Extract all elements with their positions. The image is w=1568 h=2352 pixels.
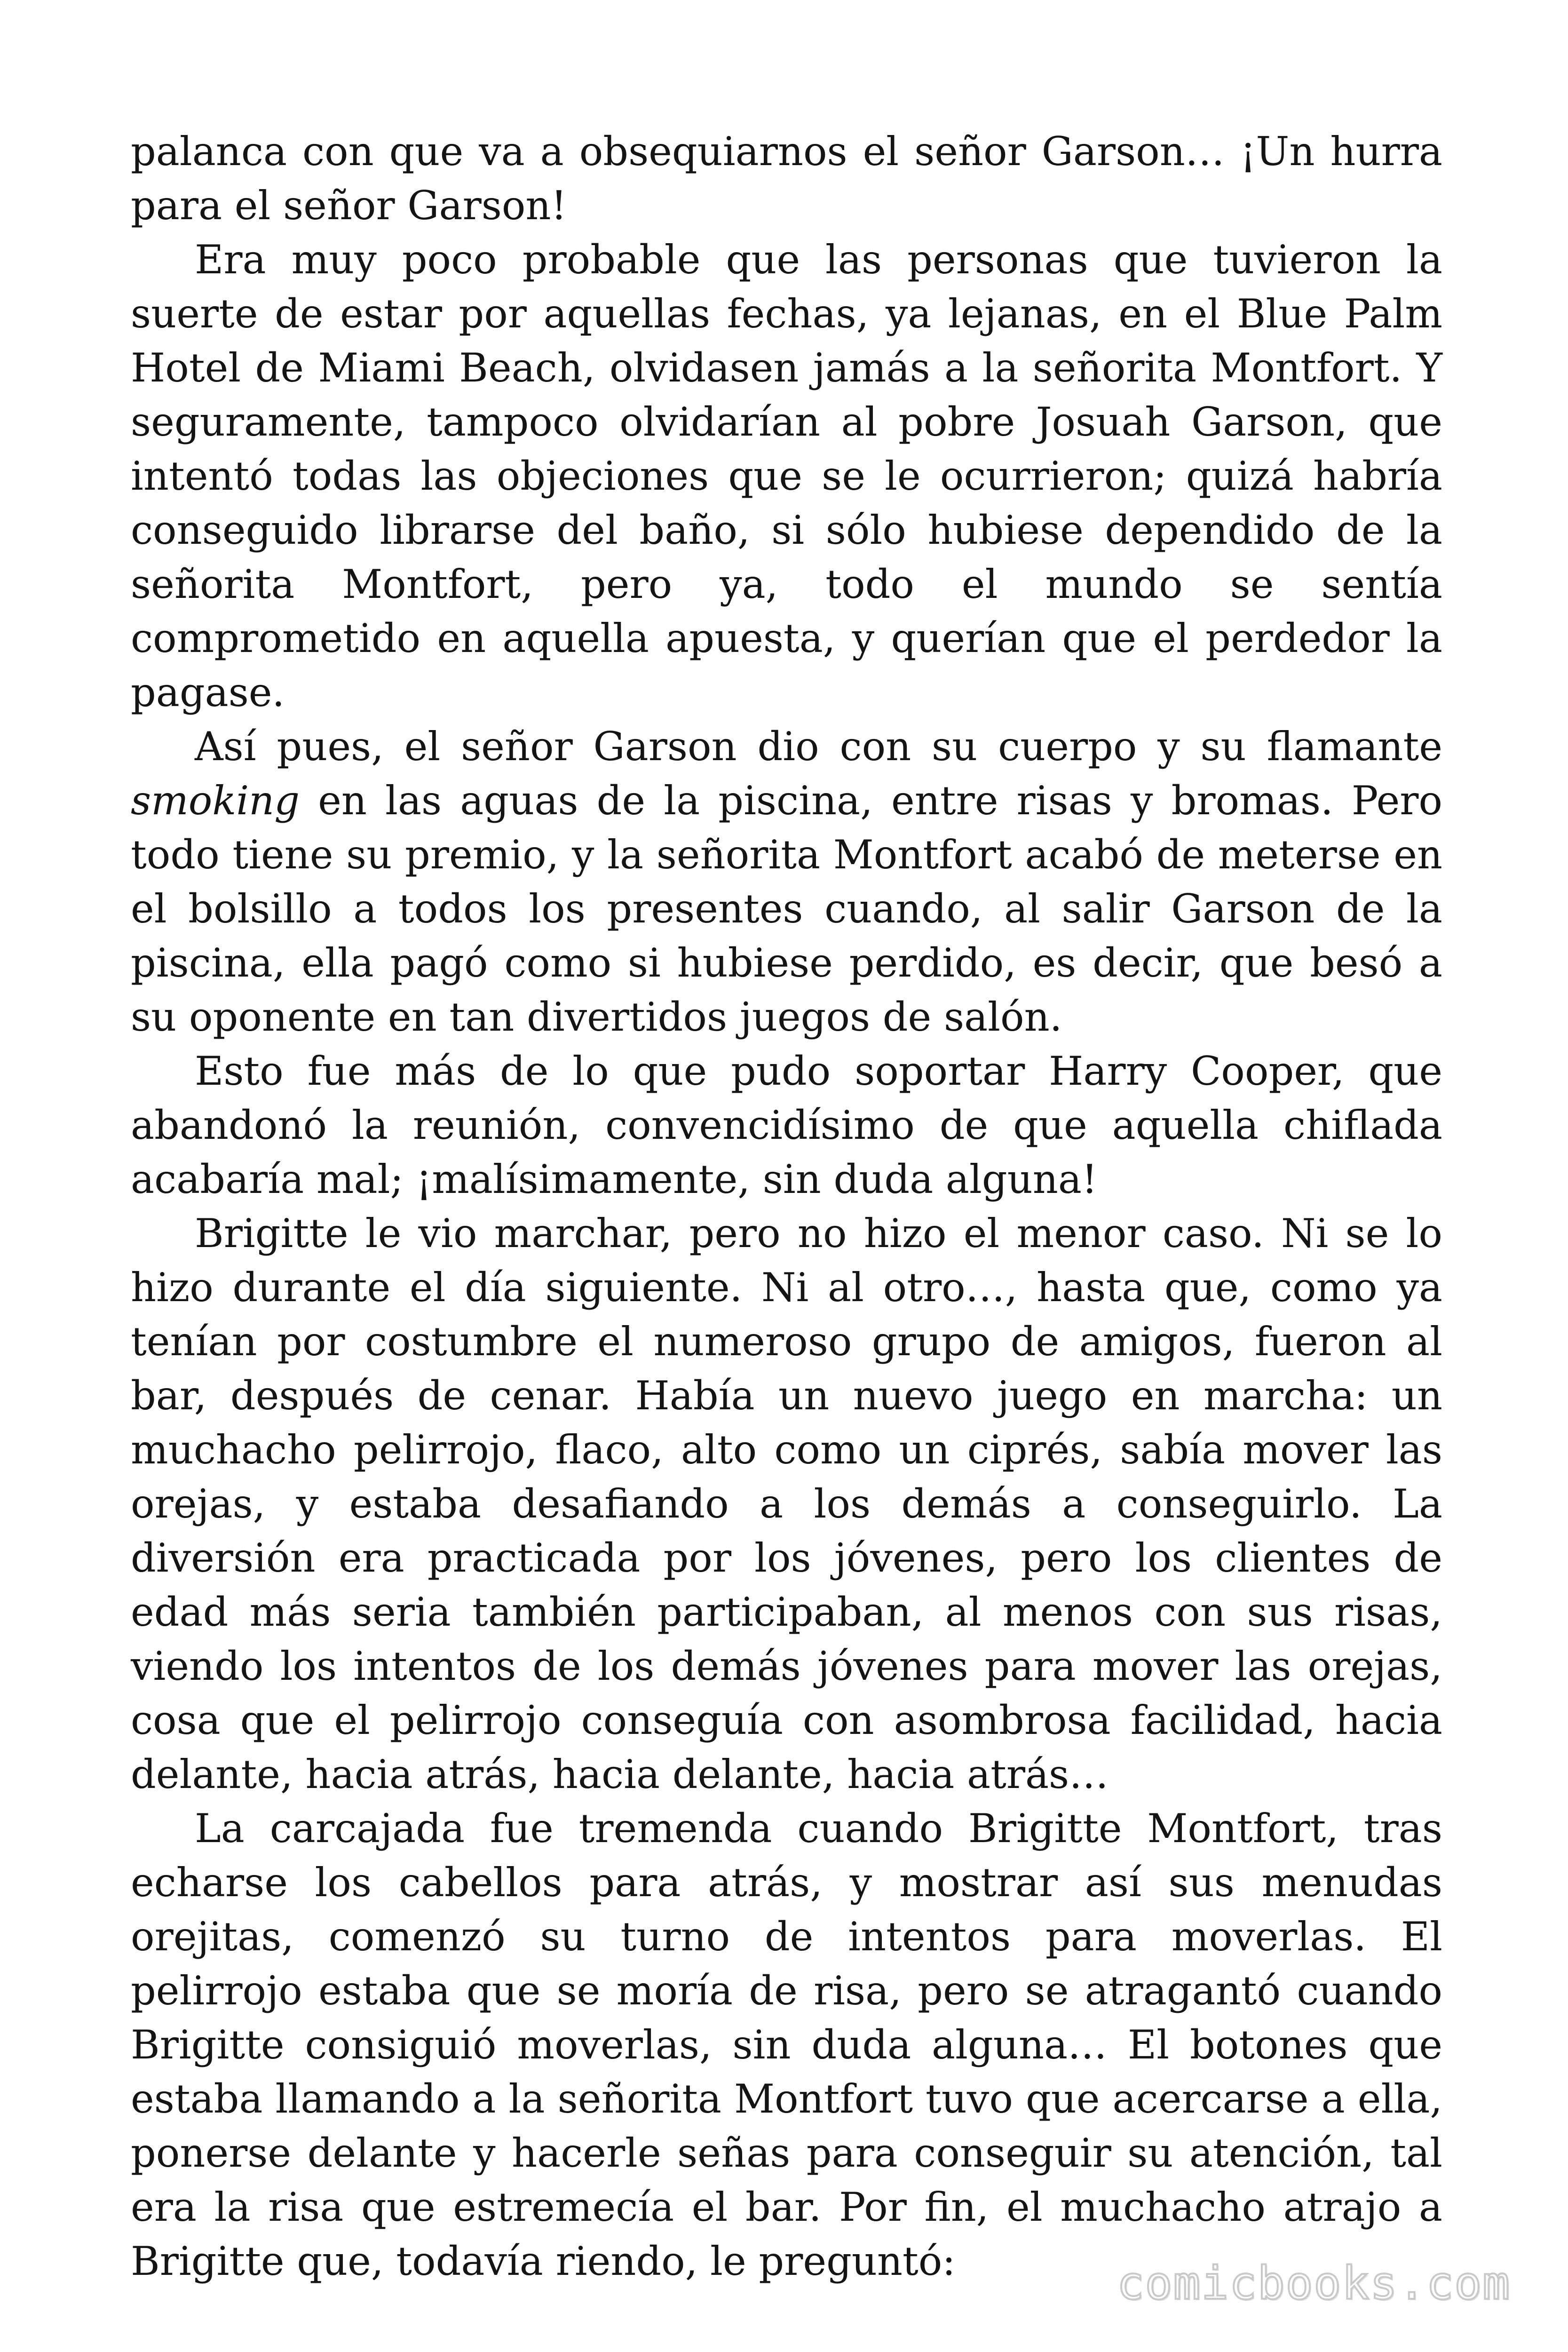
paragraph-3-start: Así pues, el señor Garson dio con su cuerpo y su flamante [195, 723, 1442, 770]
body-text [131, 125, 1442, 2288]
paragraph-1: palanca con que va a obsequiarnos el señor Garson… ¡Un hurra para el señor Garson! [131, 128, 1442, 229]
watermark-logo: comicbooks.com [1117, 2257, 1511, 2310]
paragraph-5: Brigitte le vio marchar, pero no hizo el menor caso. Ni se lo hizo durante el día siguiente. Ni al otro…, hasta que, como ya tenían por costumbre el numeroso grupo de amigos, fueron al bar, después de cenar. Había un nuevo juego en marcha: un muchacho pelirrojo, flaco, alto como un ciprés, sabía mover las orejas, y estaba desafiando a los demás a conseguirlo. La diversión era practicada por los jóvenes, pero los clientes de edad más seria también participaban, al menos con sus risas, viendo los intentos de los demás jóvenes para mover las orejas, cosa que el pelirrojo conseguía con asombrosa facilidad, hacia delante, hacia atrás, hacia delante, hacia atrás… [131, 1210, 1442, 1797]
italic-word-smoking: smoking [131, 778, 300, 824]
paragraph-6: La carcajada fue tremenda cuando Brigitte Montfort, tras echarse los cabellos para atrás, y mostrar así sus menudas orejitas, comenzó su turno de intentos para moverlas. El pelirrojo estaba que se moría de risa, pero se atragantó cuando Brigitte consiguió moverlas, sin duda alguna… El botones que estaba llamando a la señorita Montfort tuvo que acercarse a ella, ponerse delante y hacerle señas para conseguir su atención, tal era la risa que estremecía el bar. Por fin, el muchacho atrajo a Brigitte que, todavía riendo, le preguntó: [131, 1805, 1442, 2284]
paragraph-2: Era muy poco probable que las personas que tuvieron la suerte de estar por aquellas fechas, ya lejanas, en el Blue Palm Hotel de Miami Beach, olvidasen jamás a la señorita Montfort. Y seguramente, tampoco olvidarían al pobre Josuah Garson, que intentó todas las objeciones que se le ocurrieron; quizá habría conseguido librarse del baño, si sólo hubiese dependido de la señorita Montfort, pero ya, todo el mundo se sentía comprometido en aquella apuesta, y querían que el perdedor la pagase. [131, 237, 1442, 715]
paragraph-3 [131, 720, 1442, 1044]
paragraph-4: Esto fue más de lo que pudo soportar Harry Cooper, que abandonó la reunión, convencidísimo de que aquella chiflada acabaría mal; ¡malísimamente, sin duda alguna! [131, 1048, 1442, 1202]
paragraph-3-end: en las aguas de la piscina, entre risas y bromas. Pero todo tiene su premio, y la señorita Montfort acabó de meterse en el bolsillo a todos los presentes cuando, al salir Garson de la piscina, ella pagó como si hubiese perdido, es decir, que besó a su oponente en tan divertidos juegos de salón. [131, 778, 1442, 1040]
